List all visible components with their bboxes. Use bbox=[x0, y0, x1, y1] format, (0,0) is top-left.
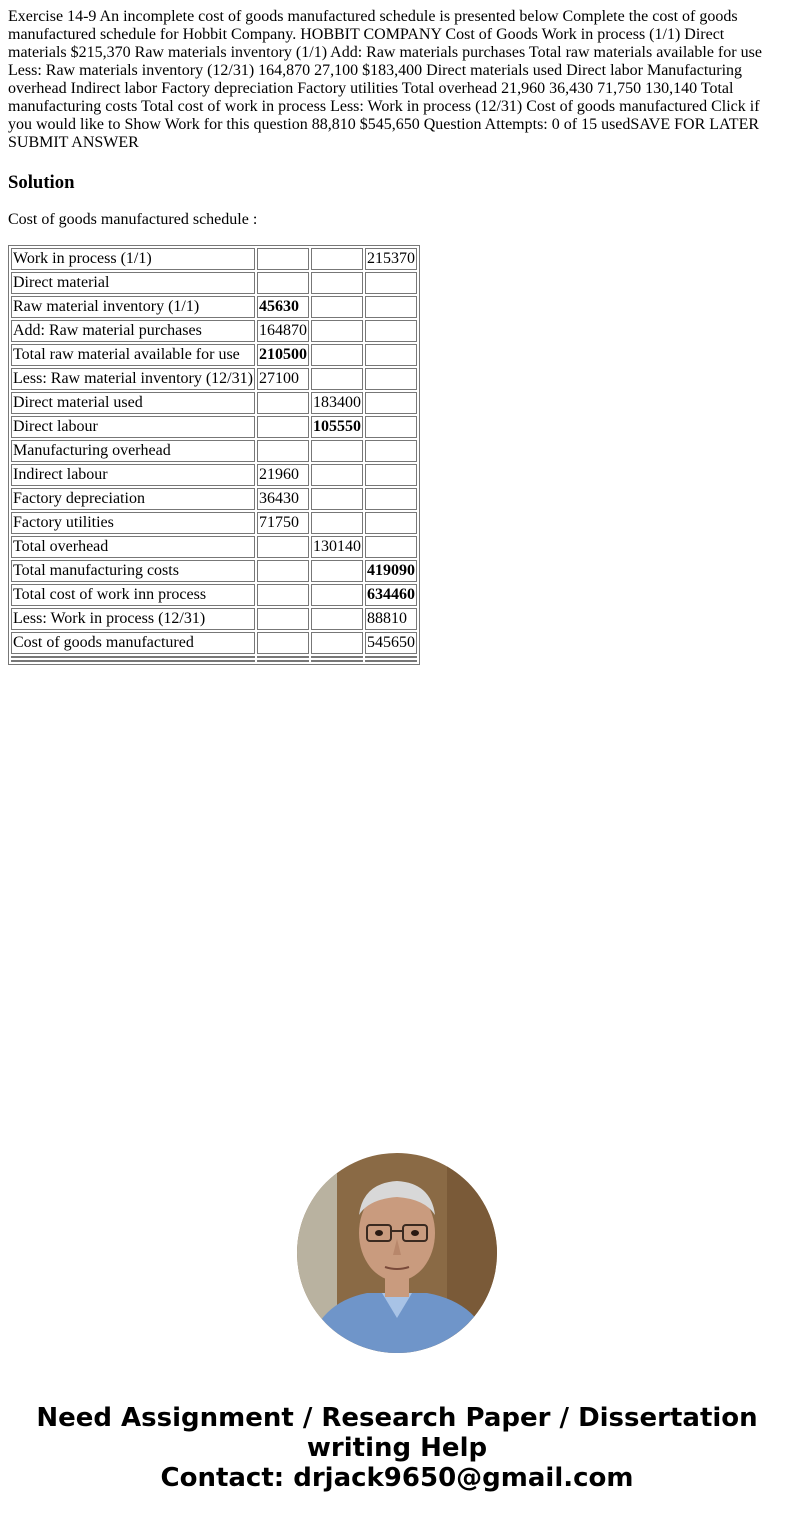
col3-value bbox=[365, 536, 417, 558]
row-label: Direct material bbox=[11, 272, 255, 294]
table-row bbox=[11, 464, 417, 486]
row-label: Manufacturing overhead bbox=[11, 440, 255, 462]
empty-cell bbox=[11, 656, 255, 658]
col2-value bbox=[311, 608, 363, 630]
table-row bbox=[11, 536, 417, 558]
col2-value bbox=[311, 248, 363, 270]
portrait-illustration bbox=[297, 1153, 497, 1353]
table-row bbox=[11, 512, 417, 534]
col2-value bbox=[311, 488, 363, 510]
col3-value bbox=[365, 344, 417, 366]
row-label: Work in process (1/1) bbox=[11, 248, 255, 270]
table-rule-row bbox=[11, 660, 417, 662]
col3-value bbox=[365, 464, 417, 486]
col2-value: 130140 bbox=[311, 536, 363, 558]
col1-value: 164870 bbox=[257, 320, 309, 342]
row-label: Cost of goods manufactured bbox=[11, 632, 255, 654]
col1-value bbox=[257, 416, 309, 438]
col1-value: 36430 bbox=[257, 488, 309, 510]
table-row bbox=[11, 248, 417, 270]
row-label: Indirect labour bbox=[11, 464, 255, 486]
col3-value: 545650 bbox=[365, 632, 417, 654]
col1-value: 21960 bbox=[257, 464, 309, 486]
col1-value: 45630 bbox=[257, 296, 309, 318]
col3-value: 634460 bbox=[365, 584, 417, 606]
table-row bbox=[11, 392, 417, 414]
col1-value bbox=[257, 392, 309, 414]
col3-value bbox=[365, 512, 417, 534]
col1-value: 71750 bbox=[257, 512, 309, 534]
col3-value bbox=[365, 440, 417, 462]
col2-value bbox=[311, 296, 363, 318]
row-label: Factory utilities bbox=[11, 512, 255, 534]
col1-value bbox=[257, 560, 309, 582]
col1-value bbox=[257, 584, 309, 606]
col2-value bbox=[311, 272, 363, 294]
empty-cell bbox=[365, 656, 417, 658]
col2-value bbox=[311, 320, 363, 342]
row-label: Add: Raw material purchases bbox=[11, 320, 255, 342]
col2-value bbox=[311, 464, 363, 486]
row-label: Total raw material available for use bbox=[11, 344, 255, 366]
col3-value: 215370 bbox=[365, 248, 417, 270]
col3-value bbox=[365, 296, 417, 318]
table-row bbox=[11, 344, 417, 366]
col3-value bbox=[365, 392, 417, 414]
page-content bbox=[8, 8, 778, 665]
solution-heading: Solution bbox=[8, 172, 75, 193]
table-row bbox=[11, 488, 417, 510]
col2-value: 183400 bbox=[311, 392, 363, 414]
table-row bbox=[11, 368, 417, 390]
col2-value bbox=[311, 584, 363, 606]
cost-schedule-table bbox=[8, 245, 420, 665]
row-label: Less: Work in process (12/31) bbox=[11, 608, 255, 630]
col2-value bbox=[311, 440, 363, 462]
promo-line-2: writing Help bbox=[306, 1433, 488, 1463]
table-row bbox=[11, 272, 417, 294]
row-label: Total overhead bbox=[11, 536, 255, 558]
row-label: Total cost of work inn process bbox=[11, 584, 255, 606]
empty-cell bbox=[365, 660, 417, 662]
row-label: Less: Raw material inventory (12/31) bbox=[11, 368, 255, 390]
row-label: Raw material inventory (1/1) bbox=[11, 296, 255, 318]
promo-contact: Contact: drjack9650@gmail.com bbox=[160, 1463, 634, 1493]
row-label: Factory depreciation bbox=[11, 488, 255, 510]
col1-value bbox=[257, 248, 309, 270]
col1-value bbox=[257, 608, 309, 630]
col1-value: 210500 bbox=[257, 344, 309, 366]
col3-value bbox=[365, 416, 417, 438]
table-row bbox=[11, 320, 417, 342]
table-row bbox=[11, 584, 417, 606]
promo-line-1: Need Assignment / Research Paper / Dissertation bbox=[36, 1403, 758, 1433]
empty-cell bbox=[257, 656, 309, 658]
col2-value bbox=[311, 560, 363, 582]
row-label: Direct labour bbox=[11, 416, 255, 438]
col3-value bbox=[365, 272, 417, 294]
table-row bbox=[11, 416, 417, 438]
empty-cell bbox=[257, 660, 309, 662]
table-rule-row bbox=[11, 656, 417, 658]
col3-value bbox=[365, 320, 417, 342]
table-row bbox=[11, 632, 417, 654]
col3-value bbox=[365, 368, 417, 390]
row-label: Total manufacturing costs bbox=[11, 560, 255, 582]
empty-cell bbox=[311, 660, 363, 662]
col1-value bbox=[257, 272, 309, 294]
schedule-intro: Cost of goods manufactured schedule : bbox=[8, 211, 258, 228]
col3-value bbox=[365, 488, 417, 510]
col1-value bbox=[257, 536, 309, 558]
promo-banner bbox=[0, 1403, 794, 1493]
col2-value bbox=[311, 368, 363, 390]
question-text: Exercise 14-9 An incomplete cost of goods manufactured schedule is presented below Complete the cost of goods manufactured schedule for Hobbit Company. HOBBIT COMPANY Cost of Goods Work in process (1/1) Direct materials $215,370 Raw materials inventory (1/1) Add: Raw materials purchases Total raw materials available for use Less: Raw materials inventory (12/31) 164,870 27,100 $183,400 Direct materials used Direct labor Manufacturing overhead Indirect labor Factory depreciation Factory utilities Total overhead 21,960 36,430 71,750 130,140 Total manufacturing costs Total cost of work in process Less: Work in process (12/31) Cost of goods manufactured Click if you would like to Show Work for this question 88,810 $545,650 Question Attempts: 0 of 15 usedSAVE FOR LATER SUBMIT ANSWER bbox=[8, 8, 762, 151]
col2-value bbox=[311, 632, 363, 654]
col2-value bbox=[311, 512, 363, 534]
table-row bbox=[11, 440, 417, 462]
table-row bbox=[11, 608, 417, 630]
col1-value bbox=[257, 440, 309, 462]
empty-cell bbox=[311, 656, 363, 658]
row-label: Direct material used bbox=[11, 392, 255, 414]
table-row bbox=[11, 296, 417, 318]
col3-value: 419090 bbox=[365, 560, 417, 582]
col1-value: 27100 bbox=[257, 368, 309, 390]
col2-value bbox=[311, 344, 363, 366]
col2-value: 105550 bbox=[311, 416, 363, 438]
author-photo bbox=[297, 1153, 497, 1353]
col1-value bbox=[257, 632, 309, 654]
empty-cell bbox=[11, 660, 255, 662]
table-row bbox=[11, 560, 417, 582]
col3-value: 88810 bbox=[365, 608, 417, 630]
